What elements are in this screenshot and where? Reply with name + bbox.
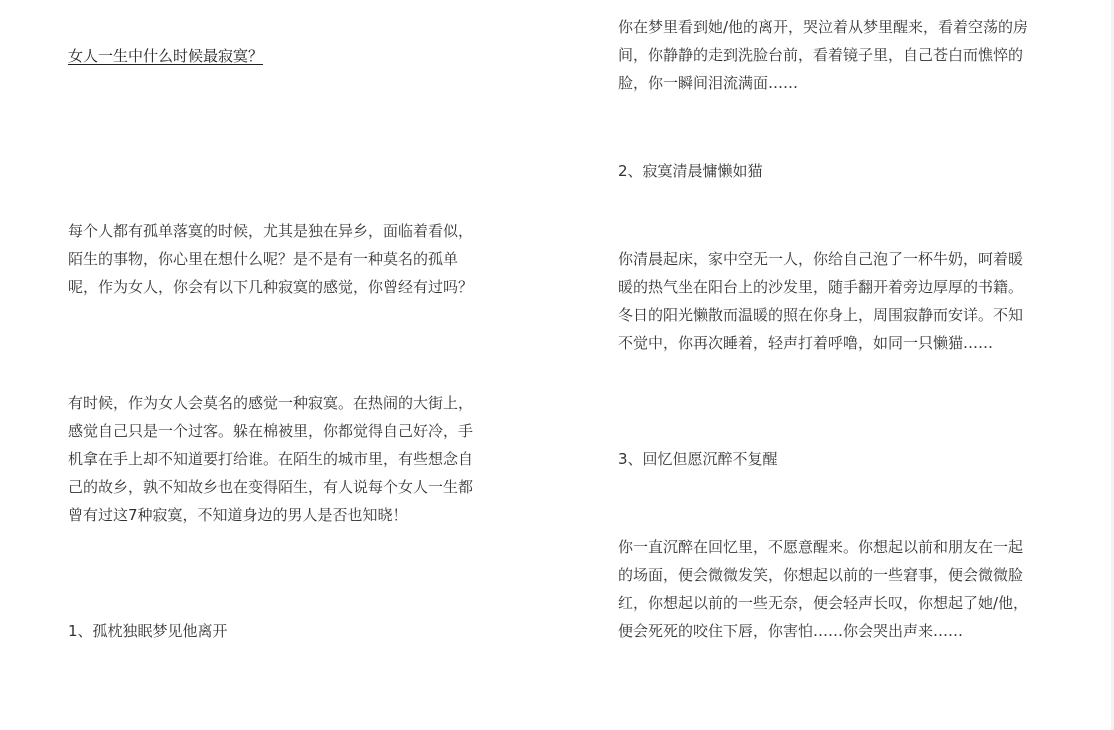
- section-heading-2: 2、寂寞清晨慵懒如猫: [618, 162, 763, 180]
- intro-paragraph: 每个人都有孤单落寞的时候，尤其是独在异乡，面临着看似，陌生的事物，你心里在想什么呢？是不是有一种莫名的孤单呢，作为女人，你会有以下几种寂寞的感觉，你曾经有过吗？: [68, 222, 474, 296]
- section-heading-1: 1、孤枕独眠梦见他离开: [68, 622, 228, 640]
- body-paragraph-1: 有时候，作为女人会莫名的感觉一种寂寞。在热闹的大街上，感觉自己只是一个过客。躲在棉被里，你都觉得自己好冷，手机拿在手上却不知道要打给谁。在陌生的城市里，有些想念自己的故乡，孰不知故乡也在变得陌生，有人说每个女人一生都曾有过这7种寂寞，不知道身边的男人是否也知晓！: [68, 394, 474, 524]
- section-heading-3: 3、回忆但愿沉醉不复醒: [618, 450, 778, 468]
- section-1-paragraph: 你在梦里看到她/他的离开，哭泣着从梦里醒来，看着空荡的房间，你静静的走到洗脸台前，看着镜子里，自己苍白而憔悴的脸，你一瞬间泪流满面……: [618, 18, 1029, 92]
- article-title[interactable]: 女人一生中什么时候最寂寞？: [68, 47, 264, 65]
- section-2-paragraph: 你清晨起床，家中空无一人，你给自己泡了一杯牛奶，呵着暖暖的热气坐在阳台上的沙发里，随手翻开着旁边厚厚的书籍。冬日的阳光懒散而温暖的照在你身上，周围寂静而安详。不知不觉中，你再次睡着，轻声打着呼噜，如同一只懒猫……: [618, 250, 1024, 352]
- section-3-paragraph: 你一直沉醉在回忆里，不愿意醒来。你想起以前和朋友在一起的场面，便会微微发笑，你想起以前的一些窘事，便会微微脸红，你想起以前的一些无奈，便会轻声长叹，你想起了她/他，便会死死的咬住下唇，你害怕……你会哭出声来……: [618, 538, 1029, 640]
